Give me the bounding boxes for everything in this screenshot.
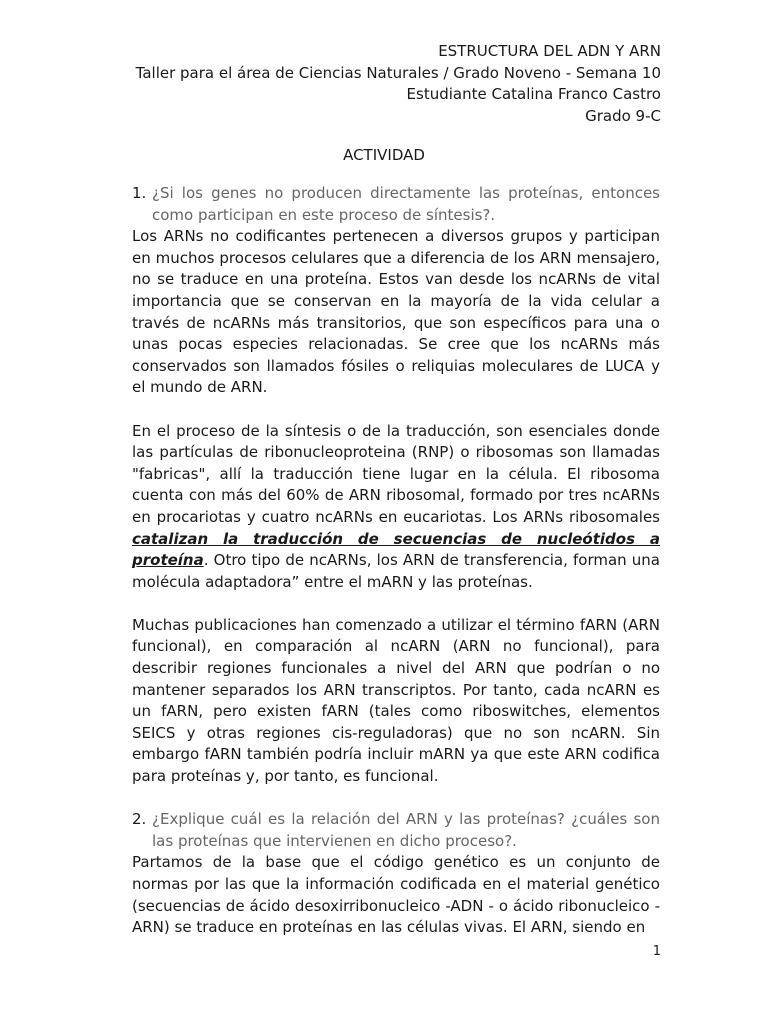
paragraph-spacer [132, 593, 660, 615]
answer-1-paragraph-3: Muchas publicaciones han comenzado a utilizar el término fARN (ARN funcional), en comparación al ncARN (ARN no funcional), para describir regiones funcionales a nivel del ARN que podrían o no mantener separados los ARN transcriptos. Por tanto, cada ncARN es un fARN, pero existen fARN (tales como riboswitches, elementos SEICS y otras regiones cis-reguladoras) que no son ncARN. Sin embargo fARN también podría incluir mARN ya que este ARN codifica para proteínas y, por tanto, es funcional. [132, 615, 660, 786]
question-number: 1. [132, 184, 147, 202]
answer-1-paragraph-2: En el proceso de la síntesis o de la traducción, son esenciales donde las partículas de ribonucleoproteina (RNP) o ribosomas son llamadas "fabricas", allí la traducción tiene lugar en la célula. El ribosoma cuenta con más del 60% de ARN ribosomal, formado por tres ncARNs en procariotas y cuatro ncARNs en eucariotas. Los ARNs ribosomales catalizan la traducción de secuencias de nucleótidos a proteína. Otro tipo de ncARNs, los ARN de transferencia, forman una molécula adaptadora” entre el mARN y las proteínas. [132, 421, 660, 591]
document-title: ESTRUCTURA DEL ADN Y ARN [438, 42, 661, 60]
grade-label: Grado 9-C [585, 106, 661, 125]
question-2 [132, 809, 660, 852]
document-body [132, 183, 660, 939]
answer-2-paragraph-1: Partamos de la base que el código genético es un conjunto de normas por las que la información codificada en el material genético (secuencias de ácido desoxirribonucleico -ADN - o ácido ribonucleico -ARN) se traduce en proteínas en las células vivas. El ARN, siendo en [132, 853, 660, 937]
question-text: ¿Si los genes no producen directamente las proteínas, entonces como participan en este proceso de síntesis?. [152, 184, 660, 224]
question-text: ¿Explique cuál es la relación del ARN y las proteínas? ¿cuáles son las proteínas que intervienen en dicho proceso?. [152, 810, 660, 850]
paragraph-spacer [132, 788, 660, 810]
answer-1-paragraph-1: Los ARNs no codificantes pertenecen a diversos grupos y participan en muchos procesos celulares que a diferencia de los ARN mensajero, no se traduce en una proteína. Estos van desde los ncARNs de vital importancia que se conservan en la mayoría de la vida celular a través de ncARNs más transitorios, que son específicos para una o unas pocas especies relacionadas. Se cree que los ncARNs más conservados son llamados fósiles o reliquias moleculares de LUCA y el mundo de ARN. [132, 227, 660, 397]
emphasized-text: catalizan la traducción de secuencias de nucleótidos a proteína [132, 529, 660, 570]
paragraph-spacer [132, 399, 660, 421]
page-number: 1 [652, 944, 661, 959]
section-title: ACTIVIDAD [343, 146, 425, 164]
document-header [101, 41, 661, 127]
document-subtitle: Taller para el área de Ciencias Naturales / Grado Noveno - Semana 10 [135, 63, 661, 82]
question-number: 2. [132, 810, 147, 829]
question-1 [132, 183, 660, 226]
student-name: Estudiante Catalina Franco Castro [406, 85, 661, 103]
